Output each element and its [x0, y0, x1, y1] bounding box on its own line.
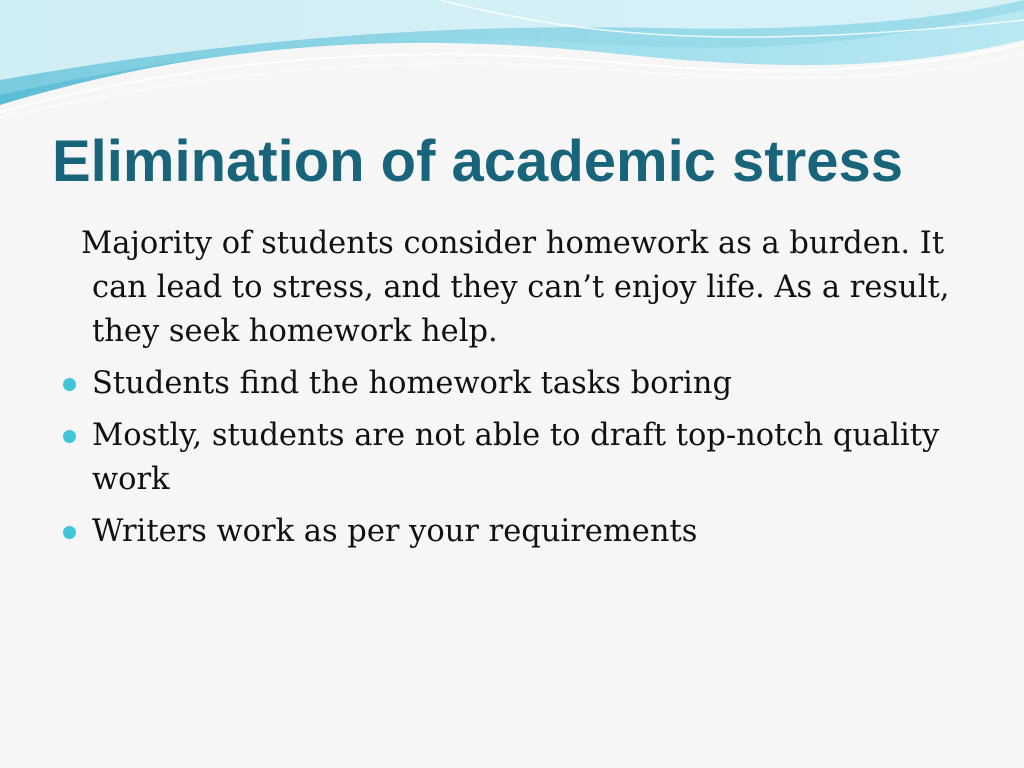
circle-bullet-icon	[63, 430, 76, 443]
bullet-item	[60, 414, 980, 502]
bullet-list	[60, 362, 980, 554]
circle-bullet-icon	[63, 526, 76, 539]
bullet-text: Mostly, students are not able to draft top-notch quality work	[92, 418, 940, 497]
header-wave-decoration	[0, 0, 1024, 130]
intro-paragraph: Majority of students consider homework as a burden. It can lead to stress, and they can’t enjoy life. As a result, they seek homework help.	[81, 226, 950, 349]
bullet-item	[60, 510, 980, 554]
bullet-text: Students find the homework tasks boring	[92, 366, 732, 401]
bullet-item	[60, 362, 980, 406]
circle-bullet-icon	[63, 378, 76, 391]
bullet-text: Writers work as per your requirements	[92, 514, 698, 549]
slide-content	[60, 222, 980, 562]
slide-title: Elimination of academic stress	[52, 129, 903, 194]
